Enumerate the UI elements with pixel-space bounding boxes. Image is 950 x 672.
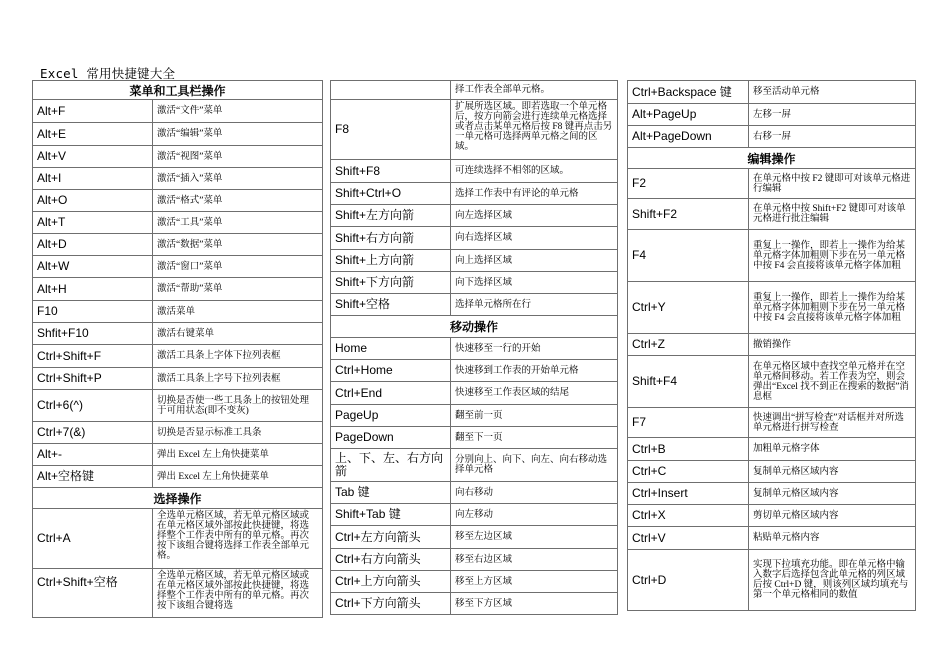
shortcut-key: Alt+I: [33, 168, 153, 190]
shortcut-key: Ctrl+Z: [628, 334, 749, 356]
shortcut-key: Ctrl+Backspace 键: [628, 81, 749, 104]
shortcut-key: Ctrl+B: [628, 438, 749, 461]
shortcut-desc: 实现下拉填充功能。即在单元格中输入数字后选择包含此单元格的列区域后按 Ctrl+D 键，则该列区域均填充与第一个单元格相同的数值: [749, 550, 916, 611]
shortcut-key: Alt+PageDown: [628, 126, 749, 148]
shortcut-key: Ctrl+V: [628, 527, 749, 550]
table-row: [628, 81, 916, 104]
shortcut-desc: 激活右键菜单: [153, 323, 323, 345]
table-row: [331, 227, 618, 250]
shortcut-desc: 全选单元格区域，若无单元格区域或在单元格区域外部按此快捷键，将选择整个工作表中所有的单元格。再次按下该组合键将选: [153, 569, 323, 618]
table-row: [628, 505, 916, 527]
shortcut-desc: 撤销操作: [749, 334, 916, 356]
shortcut-desc: 弹出 Excel 左上角快捷菜单: [153, 444, 323, 466]
shortcut-desc: 可连续选择不相邻的区域。: [451, 160, 618, 183]
section-header-movement: 移动操作: [331, 316, 618, 338]
table-row: [331, 504, 618, 526]
table-row: [331, 449, 618, 482]
shortcut-key: Alt+F: [33, 100, 153, 123]
shortcut-key: Ctrl+Shift+P: [33, 368, 153, 390]
table-row: [33, 212, 323, 234]
shortcut-desc: 移至活动单元格: [749, 81, 916, 104]
table-row: [33, 123, 323, 146]
shortcut-key: Ctrl+C: [628, 461, 749, 483]
shortcut-key: Ctrl+A: [33, 509, 153, 569]
table-row: [628, 104, 916, 126]
shortcut-desc: 移至上方区域: [451, 571, 618, 593]
shortcut-table-1: [32, 80, 323, 618]
shortcut-desc: 激活“编辑”菜单: [153, 123, 323, 146]
shortcut-key: Shift+右方向箭: [331, 227, 451, 250]
shortcut-desc: 移至右边区域: [451, 549, 618, 571]
shortcut-key: 上、下、左、右方向箭: [331, 449, 451, 482]
section-header-menu-toolbar: 菜单和工具栏操作: [33, 81, 323, 100]
shortcut-desc: 右移一屏: [749, 126, 916, 148]
shortcut-table-2: [330, 80, 618, 615]
table-row: [628, 334, 916, 356]
shortcut-key: Ctrl+End: [331, 382, 451, 405]
shortcut-key: F4: [628, 230, 749, 282]
shortcut-desc: 快速移至一行的开始: [451, 338, 618, 360]
table-row: [33, 168, 323, 190]
shortcut-key: Ctrl+Insert: [628, 483, 749, 505]
shortcut-key: Shift+F2: [628, 199, 749, 230]
shortcut-desc: 激活“视图”菜单: [153, 146, 323, 168]
shortcut-desc: 激活“帮助”菜单: [153, 278, 323, 301]
shortcut-desc: 激活“插入”菜单: [153, 168, 323, 190]
shortcut-desc: 在单元格中按 Shift+F2 键即可对该单元格进行批注编辑: [749, 199, 916, 230]
table-row: [33, 422, 323, 444]
table-row: [33, 345, 323, 368]
shortcut-desc: 扩展所选区域。即若选取一个单元格后，按方向箭会进行连续单元格选择或者点击某单元格后按 F8 键再点击另一单元格可选择两单元格之间的区域。: [451, 100, 618, 160]
shortcut-key: Ctrl+D: [628, 550, 749, 611]
table-row: [33, 444, 323, 466]
table-row: [628, 408, 916, 438]
table-row: [331, 571, 618, 593]
table-row: [628, 527, 916, 550]
section-header-edit: 编辑操作: [628, 148, 916, 169]
table-row: [33, 390, 323, 422]
shortcut-desc: 重复上一操作，即若上一操作为给某单元格字体加粗则下步在另一单元格中按 F4 会直接将该单元格字体加粗: [749, 230, 916, 282]
table-row: [331, 250, 618, 272]
shortcut-key: PageUp: [331, 405, 451, 427]
shortcut-key: Ctrl+下方向箭头: [331, 593, 451, 615]
shortcut-key: Alt+空格键: [33, 466, 153, 488]
shortcut-desc: 在单元格中按 F2 键即可对该单元格进行编辑: [749, 169, 916, 199]
shortcut-desc: 粘贴单元格内容: [749, 527, 916, 550]
shortcut-key: Alt+W: [33, 256, 153, 278]
shortcut-desc: 激活“文件”菜单: [153, 100, 323, 123]
table-row: [628, 483, 916, 505]
shortcut-desc: 移至左边区域: [451, 526, 618, 549]
table-row: [331, 526, 618, 549]
table-row: [331, 294, 618, 316]
shortcut-key: Ctrl+X: [628, 505, 749, 527]
table-row: [628, 438, 916, 461]
table-row: [331, 81, 618, 100]
shortcut-desc: 激活“数据”菜单: [153, 234, 323, 256]
table-row: [331, 382, 618, 405]
table-row: [331, 482, 618, 504]
shortcut-key: Ctrl+上方向箭头: [331, 571, 451, 593]
shortcut-key: Shift+Ctrl+O: [331, 183, 451, 205]
table-row: [33, 256, 323, 278]
shortcut-desc: 择工作表全部单元格。: [451, 81, 618, 100]
page-title: Excel 常用快捷键大全: [40, 66, 176, 81]
table-row: [628, 461, 916, 483]
table-row: [33, 301, 323, 323]
shortcut-key: Ctrl+Y: [628, 282, 749, 334]
shortcut-desc: 向左移动: [451, 504, 618, 526]
shortcut-desc: 选择单元格所在行: [451, 294, 618, 316]
shortcut-desc: 激活菜单: [153, 301, 323, 323]
shortcut-key: Alt+H: [33, 278, 153, 301]
table-row: [33, 278, 323, 301]
shortcut-desc: 向右选择区域: [451, 227, 618, 250]
shortcut-desc: 选择工作表中有评论的单元格: [451, 183, 618, 205]
shortcut-key: Alt+V: [33, 146, 153, 168]
shortcut-key: F8: [331, 100, 451, 160]
shortcut-key: Alt+PageUp: [628, 104, 749, 126]
table-row: [331, 549, 618, 571]
shortcut-key: Tab 键: [331, 482, 451, 504]
table-row: [331, 160, 618, 183]
shortcut-key: Alt+T: [33, 212, 153, 234]
shortcut-desc: 分别向上、向下、向左、向右移动选择单元格: [451, 449, 618, 482]
table-row: [628, 282, 916, 334]
section-header-selection: 选择操作: [33, 488, 323, 509]
table-row: [331, 272, 618, 294]
shortcut-desc: 向左选择区域: [451, 205, 618, 227]
shortcut-desc: 向上选择区域: [451, 250, 618, 272]
table-row: [331, 360, 618, 382]
shortcut-desc: 在单元格区域中查找空单元格并在空单元格间移动。若工作表为空，则会弹出“Excel 找不到正在搜索的数据”消息框: [749, 356, 916, 408]
shortcut-desc: 切换是否显示标准工具条: [153, 422, 323, 444]
shortcut-table-3: [627, 80, 916, 611]
shortcut-desc: 向右移动: [451, 482, 618, 504]
shortcut-desc: 快速移到工作表的开始单元格: [451, 360, 618, 382]
table-row: [331, 205, 618, 227]
shortcut-desc: 快速调出“拼写检查”对话框并对所选单元格进行拼写检查: [749, 408, 916, 438]
shortcut-key: Ctrl+6(^): [33, 390, 153, 422]
shortcut-desc: 翻至前一页: [451, 405, 618, 427]
shortcut-key: Shift+F8: [331, 160, 451, 183]
shortcut-key: Ctrl+左方向箭头: [331, 526, 451, 549]
table-row: [628, 126, 916, 148]
table-row: [331, 593, 618, 615]
table-row: [33, 323, 323, 345]
shortcut-key: Alt+E: [33, 123, 153, 146]
shortcut-key: Ctrl+右方向箭头: [331, 549, 451, 571]
shortcut-desc: 向下选择区域: [451, 272, 618, 294]
shortcut-key: PageDown: [331, 427, 451, 449]
table-row: [33, 509, 323, 569]
table-row: [33, 569, 323, 618]
table-row: [33, 368, 323, 390]
table-row: [628, 356, 916, 408]
shortcut-key: F2: [628, 169, 749, 199]
shortcut-key: Shift+空格: [331, 294, 451, 316]
shortcut-desc: 激活“工具”菜单: [153, 212, 323, 234]
shortcut-key: Ctrl+Shift+空格: [33, 569, 153, 618]
shortcut-key: Shift+上方向箭: [331, 250, 451, 272]
shortcut-key: Alt+O: [33, 190, 153, 212]
shortcut-key: F7: [628, 408, 749, 438]
shortcut-desc: 复制单元格区域内容: [749, 461, 916, 483]
shortcut-desc: 翻至下一页: [451, 427, 618, 449]
table-row: [33, 100, 323, 123]
table-row: [628, 230, 916, 282]
table-row: [628, 199, 916, 230]
table-row: [33, 466, 323, 488]
shortcut-key: F10: [33, 301, 153, 323]
shortcut-key: Shfit+F10: [33, 323, 153, 345]
shortcut-key: Ctrl+Shift+F: [33, 345, 153, 368]
table-row: [33, 146, 323, 168]
table-row: [33, 190, 323, 212]
shortcut-key: Ctrl+Home: [331, 360, 451, 382]
shortcut-desc: 左移一屏: [749, 104, 916, 126]
shortcut-key: Ctrl+7(&): [33, 422, 153, 444]
table-row: [331, 427, 618, 449]
table-row: [331, 100, 618, 160]
table-row: [628, 550, 916, 611]
table-row: [331, 405, 618, 427]
shortcut-key: Shift+Tab 键: [331, 504, 451, 526]
shortcut-desc: 切换是否使一些工具条上的按钮处理于可用状态(即不变灰): [153, 390, 323, 422]
shortcut-desc: 激活工具条上字号下拉列表框: [153, 368, 323, 390]
shortcut-desc: 复制单元格区域内容: [749, 483, 916, 505]
shortcut-desc: 快速移至工作表区域的结尾: [451, 382, 618, 405]
shortcut-desc: 全选单元格区域，若无单元格区域或在单元格区域外部按此快捷键，将选择整个工作表中所有的单元格。再次按下该组合键将选择工作表全部单元格。: [153, 509, 323, 569]
table-row: [33, 234, 323, 256]
shortcut-key: Home: [331, 338, 451, 360]
shortcut-key-empty: [331, 81, 451, 100]
shortcut-desc: 激活“格式”菜单: [153, 190, 323, 212]
shortcut-desc: 移至下方区域: [451, 593, 618, 615]
shortcut-desc: 激活“窗口”菜单: [153, 256, 323, 278]
shortcut-desc: 重复上一操作，即若上一操作为给某单元格字体加粗则下步在另一单元格中按 F4 会直接将该单元格字体加粗: [749, 282, 916, 334]
shortcut-key: Shift+F4: [628, 356, 749, 408]
table-row: [331, 183, 618, 205]
table-row: [331, 338, 618, 360]
shortcut-key: Shift+左方向箭: [331, 205, 451, 227]
shortcut-desc: 激活工具条上字体下拉列表框: [153, 345, 323, 368]
shortcut-key: Alt+D: [33, 234, 153, 256]
shortcut-desc: 剪切单元格区域内容: [749, 505, 916, 527]
shortcut-key: Alt+-: [33, 444, 153, 466]
shortcut-desc: 弹出 Excel 左上角快捷菜单: [153, 466, 323, 488]
shortcut-key: Shift+下方向箭: [331, 272, 451, 294]
shortcut-desc: 加粗单元格字体: [749, 438, 916, 461]
table-row: [628, 169, 916, 199]
